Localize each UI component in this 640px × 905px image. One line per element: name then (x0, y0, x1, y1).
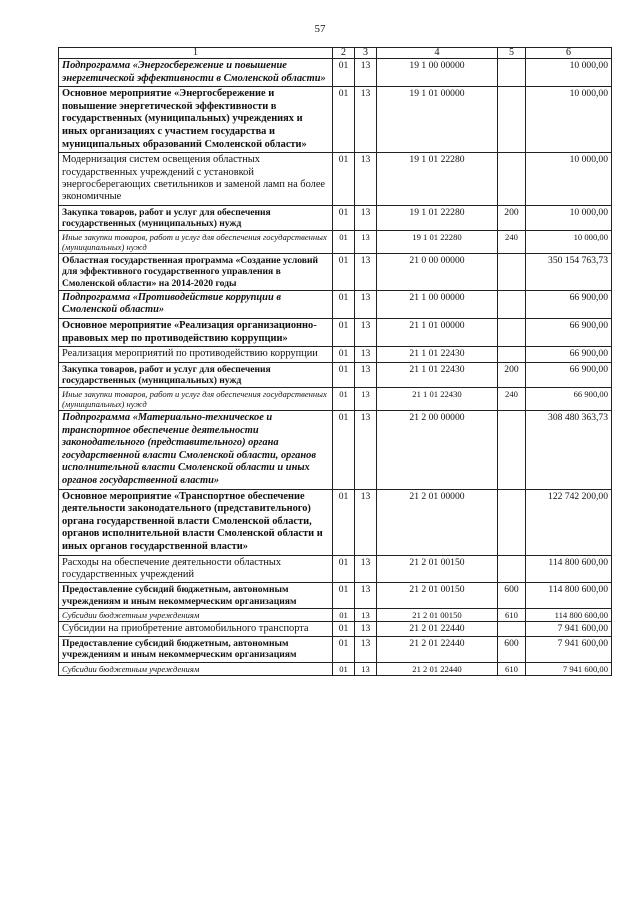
table-row (59, 153, 612, 206)
expense-type-cell (498, 290, 526, 318)
subsection-code-cell: 13 (355, 153, 377, 206)
table-row (59, 662, 612, 675)
amount-cell: 66 900,00 (526, 347, 612, 362)
row-name-cell: Модернизация систем освещения областных государственных учреждений с установкой энергосберегающих светильников и заменой ламп на более экономичные (59, 153, 333, 206)
target-article-cell: 19 1 01 22280 (377, 153, 498, 206)
subsection-code-cell: 13 (355, 254, 377, 291)
target-article-cell: 21 2 01 22440 (377, 621, 498, 636)
subsection-code-cell: 13 (355, 662, 377, 675)
section-code-cell: 01 (333, 87, 355, 153)
amount-cell: 66 900,00 (526, 290, 612, 318)
table-row (59, 205, 612, 230)
subsection-code-cell: 13 (355, 347, 377, 362)
subsection-code-cell: 13 (355, 583, 377, 608)
subsection-code-cell: 13 (355, 205, 377, 230)
expense-type-cell: 610 (498, 608, 526, 621)
row-name-cell: Предоставление субсидий бюджетным, автономным учреждениям и иным некоммерческим организациям (59, 637, 333, 662)
target-article-cell: 21 2 01 22440 (377, 662, 498, 675)
target-article-cell: 21 2 01 00150 (377, 583, 498, 608)
expense-type-cell: 200 (498, 362, 526, 387)
amount-cell: 350 154 763,73 (526, 254, 612, 291)
subsection-code-cell: 13 (355, 608, 377, 621)
table-row (59, 637, 612, 662)
header-cell: 2 (333, 48, 355, 59)
amount-cell: 10 000,00 (526, 87, 612, 153)
expense-type-cell (498, 621, 526, 636)
table-row (59, 87, 612, 153)
subsection-code-cell: 13 (355, 318, 377, 346)
target-article-cell: 21 1 01 22430 (377, 387, 498, 410)
row-name-cell: Иные закупки товаров, работ и услуг для обеспечения государственных (муниципальных) нужд (59, 387, 333, 410)
header-cell: 3 (355, 48, 377, 59)
row-name-cell: Основное мероприятие «Энергосбережение и повышение энергетической эффективности в государственных (муниципальных) учреждениях и иных организациях с участием государства и муниципальных образований Смоленской области» (59, 87, 333, 153)
target-article-cell: 21 1 01 00000 (377, 318, 498, 346)
row-name-cell: Областная государственная программа «Создание условий для эффективного государственного управления в Смоленской области» на 2014-2020 годы (59, 254, 333, 291)
amount-cell: 66 900,00 (526, 318, 612, 346)
header-row (59, 48, 612, 59)
header-cell: 1 (59, 48, 333, 59)
expense-type-cell (498, 410, 526, 489)
row-name-cell: Подпрограмма «Энергосбережение и повышение энергетической эффективности в Смоленской области» (59, 59, 333, 87)
target-article-cell: 21 1 00 00000 (377, 290, 498, 318)
expense-type-cell: 600 (498, 637, 526, 662)
target-article-cell: 21 2 01 00150 (377, 555, 498, 583)
expense-type-cell: 200 (498, 205, 526, 230)
table-body (59, 59, 612, 676)
table-row (59, 489, 612, 555)
target-article-cell: 19 1 01 22280 (377, 205, 498, 230)
page-number: 57 (314, 23, 326, 35)
table-row (59, 608, 612, 621)
table-row (59, 59, 612, 87)
amount-cell: 114 800 600,00 (526, 583, 612, 608)
row-name-cell: Иные закупки товаров, работ и услуг для обеспечения государственных (муниципальных) нужд (59, 231, 333, 254)
section-code-cell: 01 (333, 205, 355, 230)
row-name-cell: Субсидии бюджетным учреждениям (59, 608, 333, 621)
table-row (59, 231, 612, 254)
row-name-cell: Реализация мероприятий по противодействию коррупции (59, 347, 333, 362)
amount-cell: 7 941 600,00 (526, 662, 612, 675)
header-cell: 4 (377, 48, 498, 59)
section-code-cell: 01 (333, 59, 355, 87)
row-name-cell: Закупка товаров, работ и услуг для обеспечения государственных (муниципальных) нужд (59, 362, 333, 387)
table-row (59, 387, 612, 410)
row-name-cell: Закупка товаров, работ и услуг для обеспечения государственных (муниципальных) нужд (59, 205, 333, 230)
expense-type-cell (498, 347, 526, 362)
table-row (59, 318, 612, 346)
header-cell: 6 (526, 48, 612, 59)
amount-cell: 66 900,00 (526, 387, 612, 410)
section-code-cell: 01 (333, 153, 355, 206)
section-code-cell: 01 (333, 662, 355, 675)
table-row (59, 347, 612, 362)
section-code-cell: 01 (333, 621, 355, 636)
target-article-cell: 19 1 00 00000 (377, 59, 498, 87)
expense-type-cell: 240 (498, 387, 526, 410)
expense-type-cell: 610 (498, 662, 526, 675)
target-article-cell: 21 2 01 22440 (377, 637, 498, 662)
amount-cell: 10 000,00 (526, 205, 612, 230)
section-code-cell: 01 (333, 583, 355, 608)
table-row (59, 410, 612, 489)
amount-cell: 114 800 600,00 (526, 555, 612, 583)
subsection-code-cell: 13 (355, 410, 377, 489)
expense-type-cell (498, 489, 526, 555)
section-code-cell: 01 (333, 489, 355, 555)
subsection-code-cell: 13 (355, 637, 377, 662)
section-code-cell: 01 (333, 231, 355, 254)
row-name-cell: Субсидии на приобретение автомобильного транспорта (59, 621, 333, 636)
amount-cell: 10 000,00 (526, 153, 612, 206)
amount-cell: 114 800 600,00 (526, 608, 612, 621)
row-name-cell: Основное мероприятие «Транспортное обеспечение деятельности законодательного (представительного) органа государственной власти Смоленской области, органов исполнительной власти Смоленской области и иных органов государственной власти» (59, 489, 333, 555)
table-row (59, 254, 612, 291)
amount-cell: 7 941 600,00 (526, 637, 612, 662)
table-row (59, 583, 612, 608)
target-article-cell: 21 1 01 22430 (377, 347, 498, 362)
subsection-code-cell: 13 (355, 489, 377, 555)
row-name-cell: Расходы на обеспечение деятельности областных государственных учреждений (59, 555, 333, 583)
expense-type-cell: 600 (498, 583, 526, 608)
budget-table (58, 47, 612, 676)
target-article-cell: 21 2 01 00150 (377, 608, 498, 621)
target-article-cell: 21 2 01 00000 (377, 489, 498, 555)
amount-cell: 308 480 363,73 (526, 410, 612, 489)
subsection-code-cell: 13 (355, 290, 377, 318)
subsection-code-cell: 13 (355, 555, 377, 583)
subsection-code-cell: 13 (355, 87, 377, 153)
section-code-cell: 01 (333, 608, 355, 621)
section-code-cell: 01 (333, 254, 355, 291)
table-row (59, 290, 612, 318)
subsection-code-cell: 13 (355, 387, 377, 410)
row-name-cell: Основное мероприятие «Реализация организационно-правовых мер по противодействию коррупции» (59, 318, 333, 346)
amount-cell: 7 941 600,00 (526, 621, 612, 636)
expense-type-cell (498, 87, 526, 153)
section-code-cell: 01 (333, 362, 355, 387)
row-name-cell: Предоставление субсидий бюджетным, автономным учреждениям и иным некоммерческим организациям (59, 583, 333, 608)
expense-type-cell (498, 153, 526, 206)
row-name-cell: Подпрограмма «Материально-техническое и транспортное обеспечение деятельности законодательного (представительного) органа государственной власти Смоленской области, органов исполнительной власти Смоленской области и иных органов государственной власти» (59, 410, 333, 489)
section-code-cell: 01 (333, 410, 355, 489)
target-article-cell: 21 0 00 00000 (377, 254, 498, 291)
expense-type-cell (498, 59, 526, 87)
subsection-code-cell: 13 (355, 362, 377, 387)
amount-cell: 66 900,00 (526, 362, 612, 387)
table-row (59, 621, 612, 636)
target-article-cell: 19 1 01 22280 (377, 231, 498, 254)
target-article-cell: 19 1 01 00000 (377, 87, 498, 153)
expense-type-cell (498, 555, 526, 583)
section-code-cell: 01 (333, 555, 355, 583)
section-code-cell: 01 (333, 347, 355, 362)
header-cell: 5 (498, 48, 526, 59)
section-code-cell: 01 (333, 318, 355, 346)
target-article-cell: 21 2 00 00000 (377, 410, 498, 489)
row-name-cell: Подпрограмма «Противодействие коррупции в Смоленской области» (59, 290, 333, 318)
subsection-code-cell: 13 (355, 59, 377, 87)
subsection-code-cell: 13 (355, 621, 377, 636)
section-code-cell: 01 (333, 290, 355, 318)
row-name-cell: Субсидии бюджетным учреждениям (59, 662, 333, 675)
section-code-cell: 01 (333, 637, 355, 662)
amount-cell: 10 000,00 (526, 59, 612, 87)
table-row (59, 555, 612, 583)
section-code-cell: 01 (333, 387, 355, 410)
expense-type-cell (498, 254, 526, 291)
table-row (59, 362, 612, 387)
amount-cell: 10 000,00 (526, 231, 612, 254)
expense-type-cell: 240 (498, 231, 526, 254)
expense-type-cell (498, 318, 526, 346)
amount-cell: 122 742 200,00 (526, 489, 612, 555)
subsection-code-cell: 13 (355, 231, 377, 254)
target-article-cell: 21 1 01 22430 (377, 362, 498, 387)
